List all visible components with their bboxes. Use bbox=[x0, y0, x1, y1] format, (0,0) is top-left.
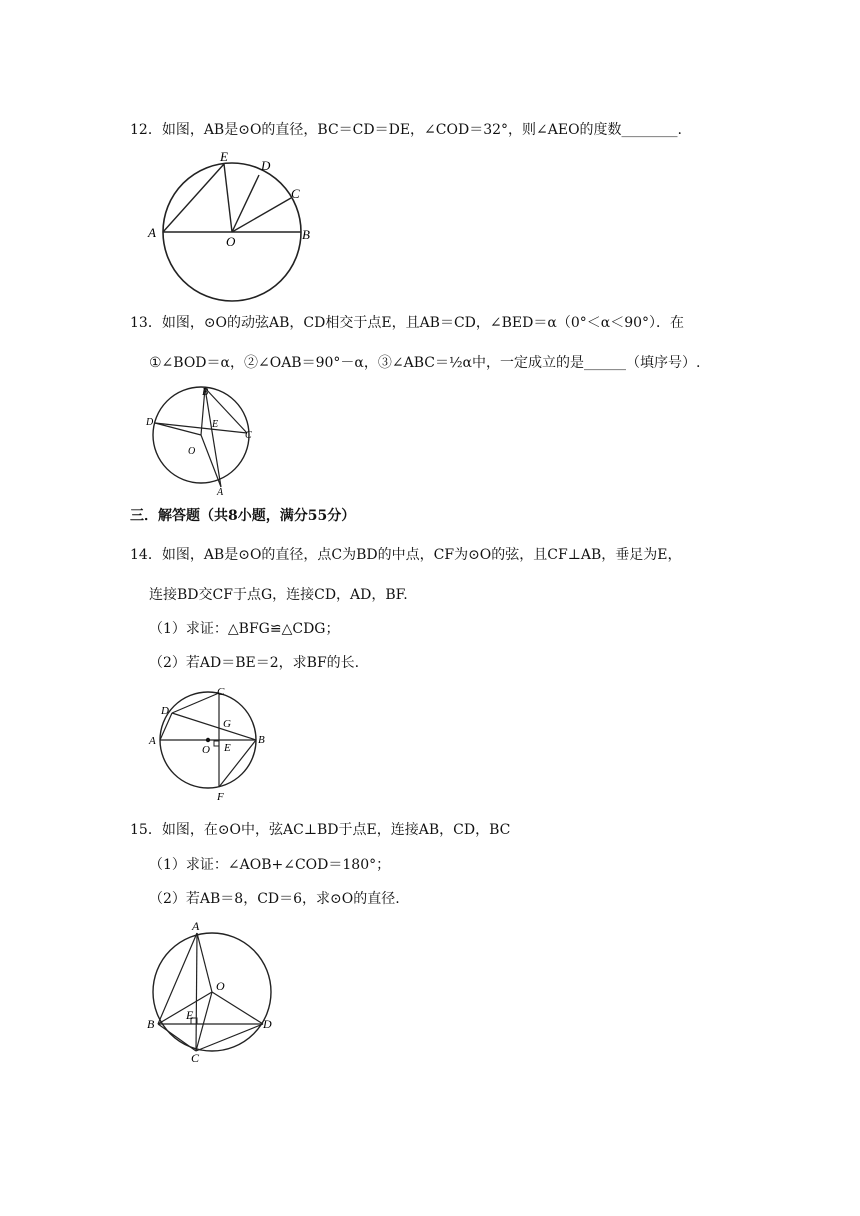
q12-label-e: E bbox=[220, 149, 228, 164]
q14-label-a: A bbox=[149, 735, 156, 747]
q15-label-b: B bbox=[147, 1017, 155, 1031]
q12-text: 12．如图，AB是⊙O的直径，BC＝CD＝DE，∠COD＝32°，则∠AEO的度数________. bbox=[130, 122, 683, 138]
q14-label-g: G bbox=[223, 718, 231, 730]
q14-label-f: F bbox=[217, 791, 224, 803]
q13-label-b: B bbox=[202, 387, 209, 398]
q13-line2: ①∠BOD＝α，②∠OAB＝90°－α，③∠ABC＝½α中，一定成立的是______（填序号）. bbox=[149, 355, 701, 371]
q13-label-o: O bbox=[188, 446, 196, 457]
q14-label-b: B bbox=[258, 734, 265, 746]
q12-label-d: D bbox=[261, 158, 271, 173]
q15-label-o: O bbox=[216, 979, 225, 993]
q14-label-o: O bbox=[202, 744, 210, 756]
q15-part1: （1）求证：∠AOB+∠COD＝180°； bbox=[149, 857, 391, 873]
q12-figure bbox=[140, 145, 330, 305]
q14-part2: （2）若AD＝BE＝2，求BF的长. bbox=[149, 655, 360, 671]
q13-label-e: E bbox=[212, 419, 219, 430]
q15-figure bbox=[145, 918, 285, 1063]
q14-line1: 14．如图，AB是⊙O的直径，点C为BD的中点，CF为⊙O的弦，且CF⊥AB，垂足为E， bbox=[130, 547, 682, 563]
q12-label-c: C bbox=[291, 186, 300, 201]
q15-part2: （2）若AB＝8，CD＝6，求⊙O的直径. bbox=[149, 891, 400, 907]
q14-label-c: C bbox=[217, 686, 225, 698]
q13-label-c: C bbox=[245, 430, 252, 441]
q14-figure bbox=[145, 683, 275, 803]
section-three-heading: 三．解答题（共8小题，满分55分） bbox=[130, 508, 356, 524]
q15-label-d: D bbox=[263, 1017, 272, 1031]
q13-label-d: D bbox=[146, 417, 154, 428]
q12-label-b: B bbox=[302, 227, 310, 242]
q14-line2: 连接BD交CF于点G，连接CD，AD，BF. bbox=[149, 587, 408, 603]
q13-line1: 13．如图，⊙O的动弦AB，CD相交于点E，且AB＝CD，∠BED＝α（0°＜α＜90°）．在 bbox=[130, 315, 685, 331]
q15-label-c: C bbox=[191, 1051, 200, 1063]
q12-label-a: A bbox=[148, 225, 156, 240]
q14-part1: （1）求证：△BFG≌△CDG； bbox=[149, 621, 340, 637]
q12-label-o: O bbox=[226, 234, 236, 249]
q13-label-a: A bbox=[217, 487, 224, 498]
q14-label-d: D bbox=[161, 705, 169, 717]
q15-line1: 15．如图，在⊙O中，弦AC⊥BD于点E，连接AB，CD，BC bbox=[130, 822, 511, 838]
q13-figure bbox=[140, 383, 270, 498]
q14-label-e: E bbox=[224, 742, 231, 754]
q15-label-a: A bbox=[192, 919, 200, 933]
q15-label-e: E bbox=[186, 1008, 194, 1022]
